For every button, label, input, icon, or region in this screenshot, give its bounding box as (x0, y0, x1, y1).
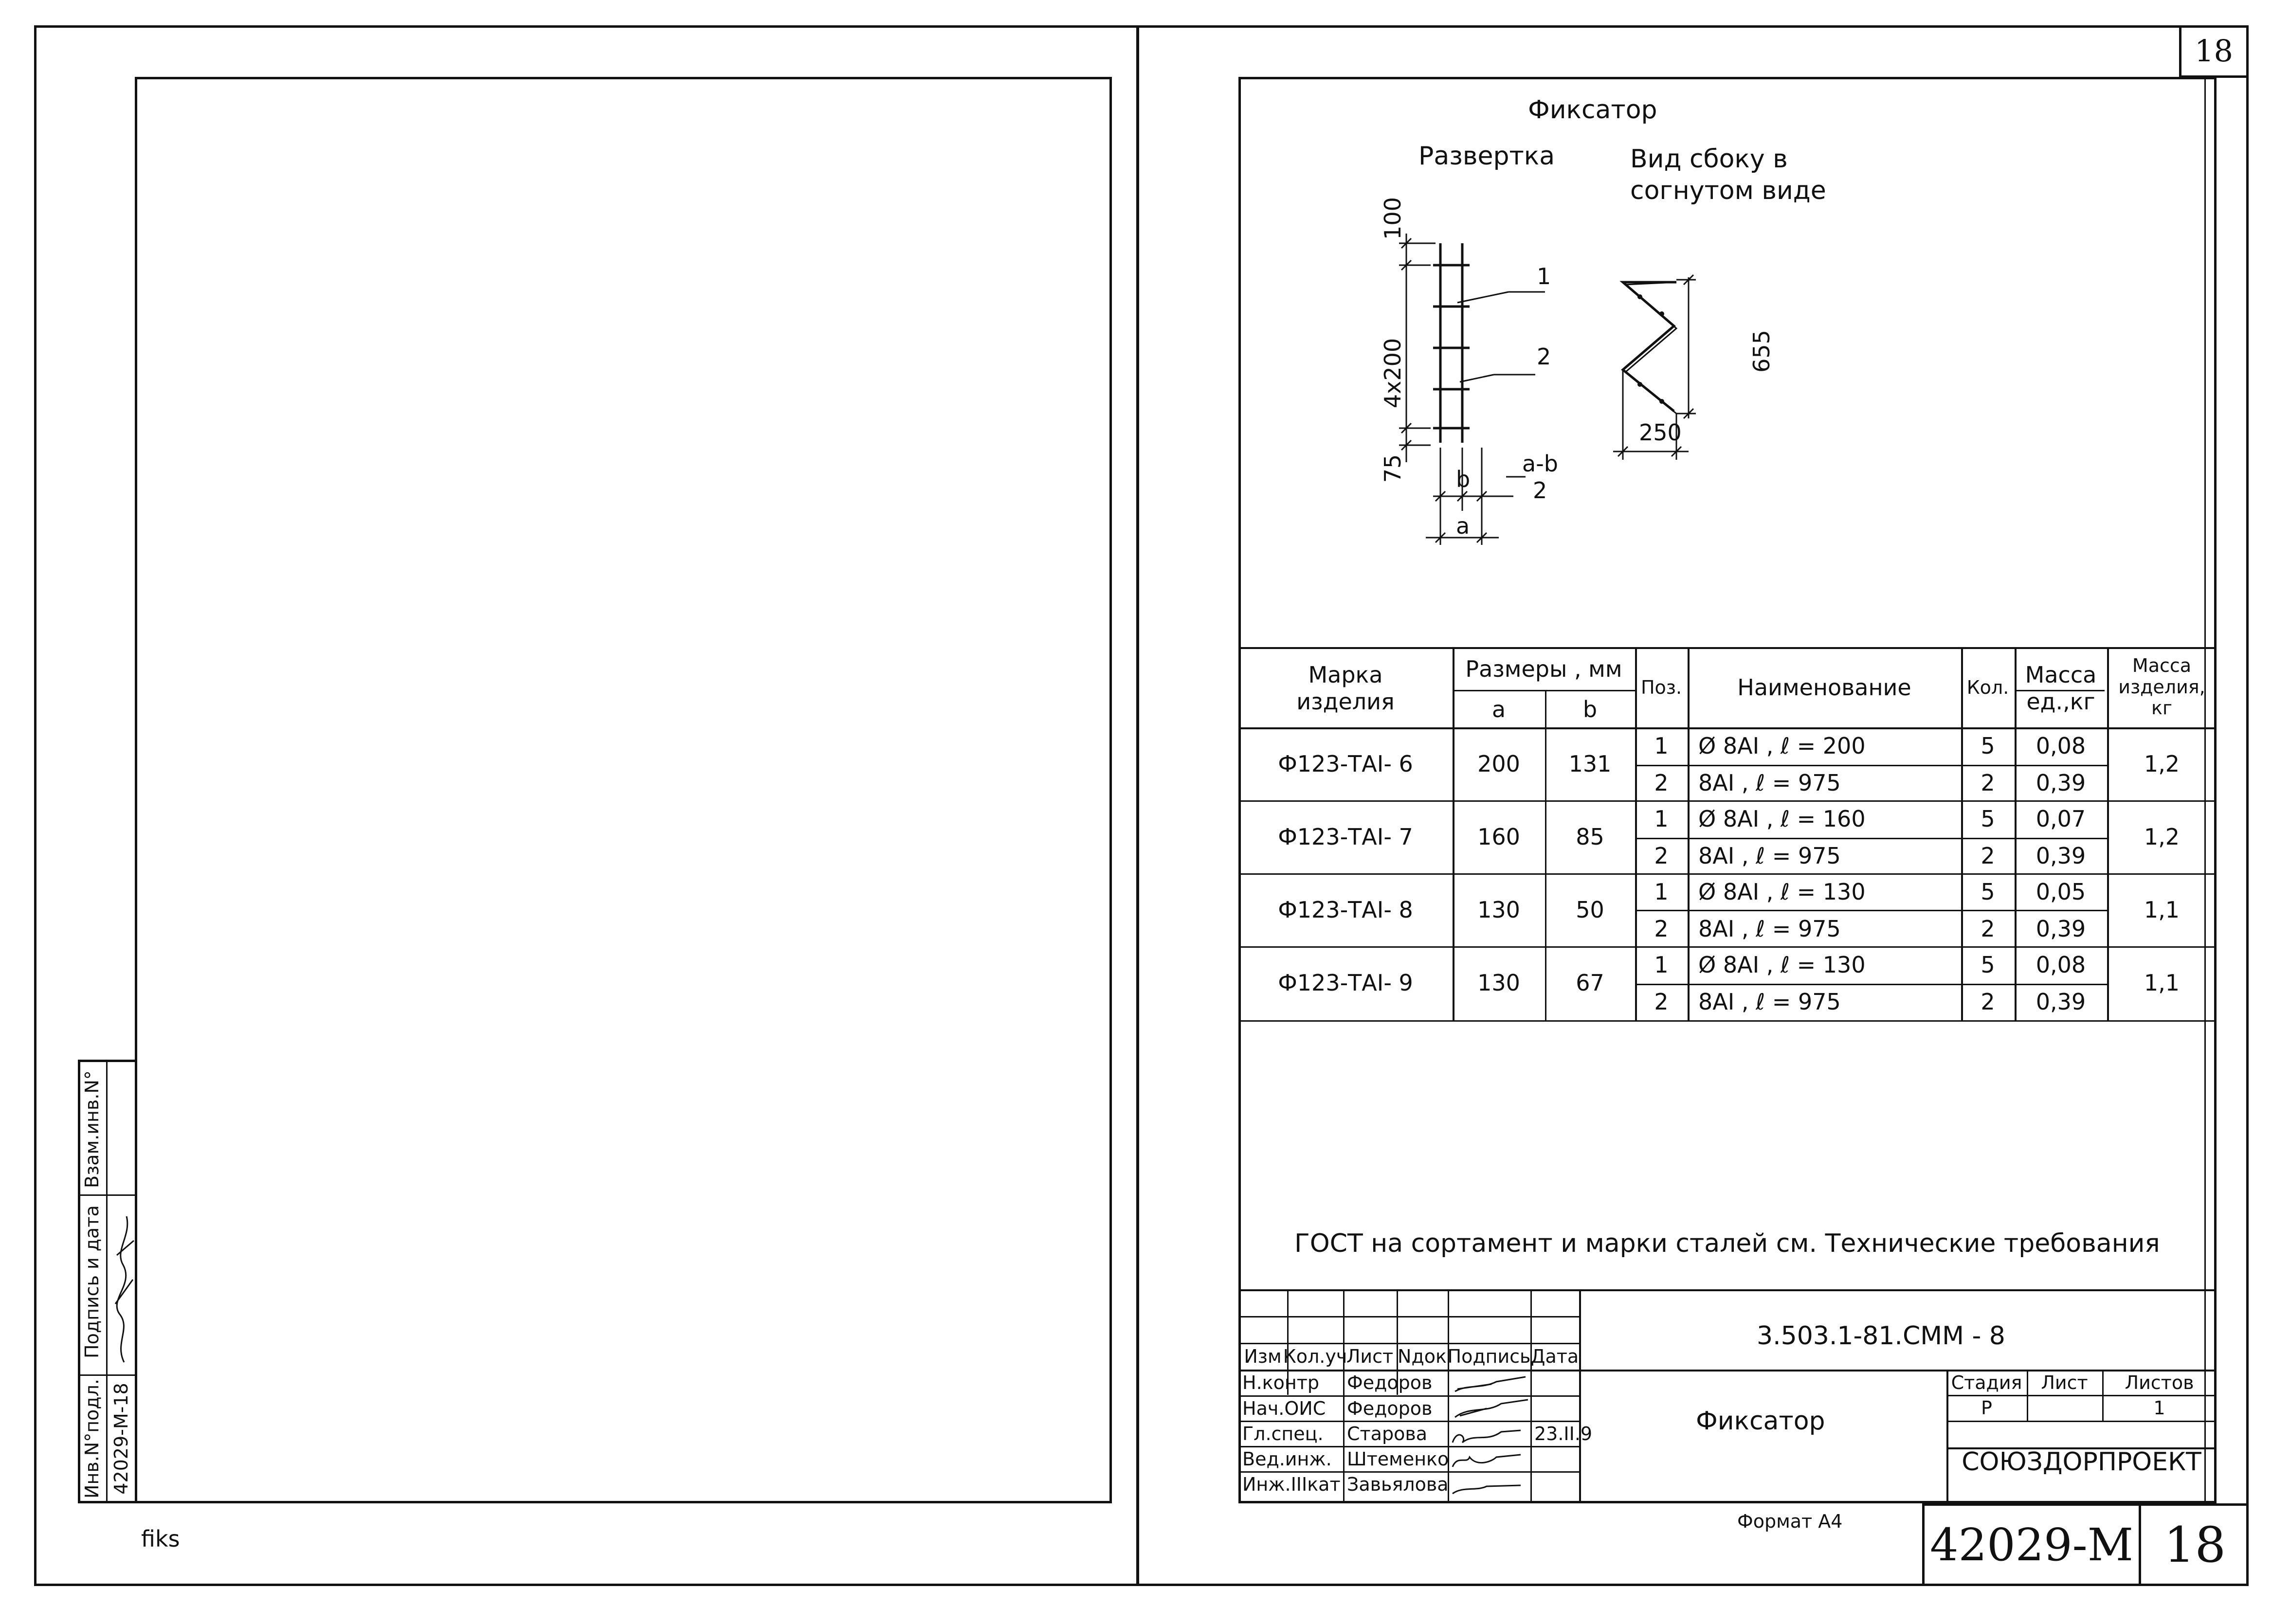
approval-date (1530, 1370, 1579, 1395)
drawing-title: Фиксатор (1528, 95, 1657, 125)
header-item-mass: Масса изделия, кг (2118, 654, 2205, 719)
revision-header-3: Лист (1346, 1346, 1394, 1367)
page-number: 18 (2163, 1516, 2226, 1573)
part-qty: 5 (1981, 952, 1995, 978)
view-unfolded-label: Развертка (1418, 142, 1555, 171)
header-qty: Кол. (1966, 676, 2009, 698)
approval-name: Федоров (1347, 1398, 1433, 1419)
approval-role: Гл.спец. (1242, 1423, 1324, 1444)
part-name: Ø 8AI , ℓ = 130 (1698, 952, 1866, 978)
row-size-a: 160 (1477, 824, 1520, 850)
approval-date (1530, 1396, 1579, 1421)
part-unit-mass: 0,05 (2036, 879, 2086, 905)
steel-grade-note: ГОСТ на сортамент и марки сталей см. Технические требования (1294, 1229, 2160, 1258)
sheets-header: Листов (2125, 1372, 2194, 1393)
dim-bottom: 75 (1380, 454, 1406, 483)
approval-date: 23.II.9 (1534, 1423, 1593, 1444)
part-pos: 1 (1654, 952, 1669, 978)
approval-role: Нач.ОИС (1242, 1398, 1326, 1419)
row-item-mass: 1,2 (2144, 751, 2180, 777)
dim-middle: 4x200 (1380, 338, 1406, 409)
row-mark: Ф123-ТАI- 9 (1278, 970, 1413, 996)
revision-header-5: Подпись (1447, 1346, 1531, 1367)
row-item-mass: 1,2 (2144, 824, 2180, 850)
organization-name: СОЮЗДОРПРОЕКТ (1962, 1447, 2201, 1477)
part-qty: 5 (1981, 733, 1995, 759)
part-pos: 2 (1654, 916, 1669, 942)
approval-date (1530, 1446, 1579, 1472)
sheets-value: 1 (2153, 1397, 2165, 1419)
dim-b: b (1456, 466, 1471, 492)
format-label: Формат А4 (1737, 1511, 1843, 1532)
part-pos: 1 (1654, 879, 1669, 905)
revision-header-1: Изм (1244, 1346, 1282, 1367)
approval-role: Вед.инж. (1242, 1448, 1332, 1470)
file-label: fiks (141, 1526, 180, 1552)
part-qty: 5 (1981, 806, 1995, 832)
dim-height: 655 (1748, 330, 1775, 373)
part-unit-mass: 0,39 (2036, 916, 2086, 942)
part-unit-mass: 0,07 (2036, 806, 2086, 832)
approval-name: Штеменко (1347, 1448, 1449, 1470)
header-pos: Поз. (1640, 676, 1682, 698)
row-size-a: 200 (1477, 751, 1520, 777)
part-name: 8AI , ℓ = 975 (1698, 989, 1841, 1015)
sheet-value (2027, 1396, 2102, 1420)
dim-width: 250 (1639, 419, 1682, 446)
row-size-a: 130 (1477, 970, 1520, 996)
side-stamp-replace-header: Взам.инв.N° (81, 1070, 103, 1188)
part-name: Ø 8AI , ℓ = 200 (1698, 733, 1866, 759)
row-item-mass: 1,1 (2144, 897, 2180, 923)
sheet-number: 18 (2195, 33, 2233, 69)
drawing-number: 42029-М (1930, 1518, 2133, 1571)
part-qty: 2 (1981, 989, 1995, 1015)
row-size-b: 67 (1576, 970, 1604, 996)
row-item-mass: 1,1 (2144, 970, 2180, 996)
row-mark: Ф123-ТАI- 8 (1278, 897, 1413, 923)
row-size-b: 50 (1576, 897, 1604, 923)
part-unit-mass: 0,39 (2036, 770, 2086, 796)
header-mark: Марка изделия (1296, 661, 1395, 715)
part-unit-mass: 0,08 (2036, 733, 2086, 759)
header-sizes: Размеры , мм (1465, 656, 1622, 682)
approval-role: Н.контр (1242, 1372, 1319, 1393)
leader-label-1: 1 (1537, 263, 1551, 289)
approval-date (1530, 1472, 1579, 1497)
side-stamp-signature-header: Подпись и дата (81, 1205, 103, 1358)
leader-label-2: 2 (1537, 343, 1551, 370)
side-stamp-inv-header: Инв.N°подл. (81, 1379, 103, 1498)
approval-name: Завьялова (1347, 1474, 1449, 1495)
approval-name: Федоров (1347, 1372, 1433, 1393)
row-size-b: 131 (1568, 751, 1612, 777)
row-mark: Ф123-ТАI- 6 (1278, 751, 1413, 777)
side-stamp-inv-value: 42029-М-18 (110, 1383, 132, 1495)
part-unit-mass: 0,39 (2036, 989, 2086, 1015)
dim-top: 100 (1380, 197, 1406, 240)
row-size-b: 85 (1576, 824, 1604, 850)
stage-value: Р (1981, 1397, 1992, 1419)
part-name: Ø 8AI , ℓ = 130 (1698, 879, 1866, 905)
row-size-a: 130 (1477, 897, 1520, 923)
stage-header: Стадия (1951, 1372, 2022, 1393)
row-mark: Ф123-ТАI- 7 (1278, 824, 1413, 850)
part-name: Ø 8AI , ℓ = 160 (1698, 806, 1866, 832)
left-drawing-frame (135, 77, 1112, 1503)
revision-header-2: Кол.уч (1283, 1346, 1347, 1367)
part-qty: 2 (1981, 770, 1995, 796)
approval-name: Старова (1347, 1423, 1428, 1444)
sheet-header: Лист (2041, 1372, 2088, 1393)
part-name: 8AI , ℓ = 975 (1698, 843, 1841, 869)
side-stamp-signature (109, 1207, 139, 1372)
dim-ab-numerator: a-b (1522, 451, 1558, 477)
dim-ab-denominator: 2 (1533, 477, 1547, 504)
approval-signatures (1448, 1370, 1530, 1503)
part-unit-mass: 0,39 (2036, 843, 2086, 869)
approval-role: Инж.IIIкат (1242, 1474, 1341, 1495)
document-code: 3.503.1-81.СММ - 8 (1757, 1321, 2005, 1351)
part-pos: 1 (1654, 806, 1669, 832)
part-name: 8AI , ℓ = 975 (1698, 916, 1841, 942)
product-name: Фиксатор (1696, 1407, 1825, 1436)
fixator-drawing (1353, 190, 1820, 569)
header-name: Наименование (1737, 674, 1911, 701)
part-pos: 1 (1654, 733, 1669, 759)
dim-a: a (1456, 513, 1470, 539)
revision-header-4: Nдок (1398, 1346, 1447, 1367)
header-unit-mass: Масса ед.,кг (2025, 661, 2097, 715)
header-a: a (1491, 696, 1506, 722)
part-qty: 5 (1981, 879, 1995, 905)
header-b: b (1582, 696, 1598, 722)
part-unit-mass: 0,08 (2036, 952, 2086, 978)
part-qty: 2 (1981, 843, 1995, 869)
part-pos: 2 (1654, 989, 1669, 1015)
part-pos: 2 (1654, 843, 1669, 869)
part-qty: 2 (1981, 916, 1995, 942)
revision-header-6: Дата (1530, 1346, 1579, 1367)
view-bent-label: Вид сбоку в согнутом виде (1630, 144, 1826, 205)
part-pos: 2 (1654, 770, 1669, 796)
part-name: 8AI , ℓ = 975 (1698, 770, 1841, 796)
